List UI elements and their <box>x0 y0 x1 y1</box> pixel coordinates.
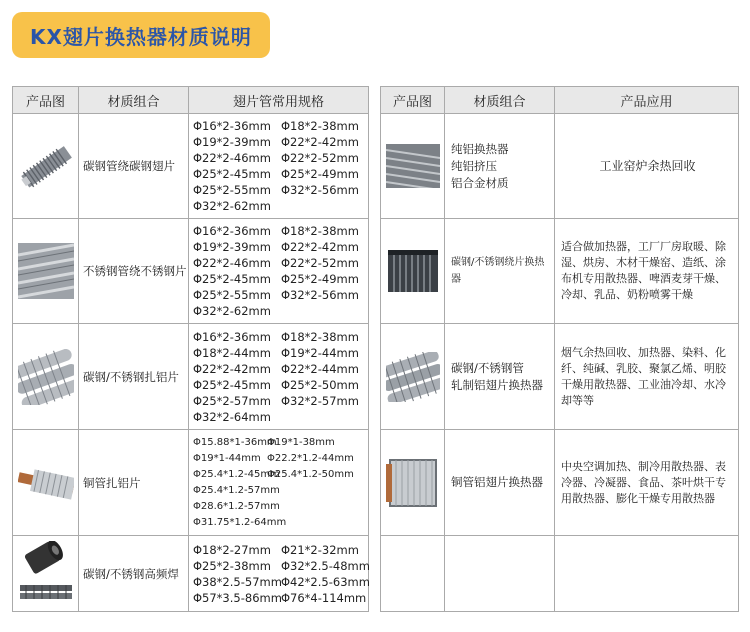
header-product-image: 产品图 <box>381 87 445 114</box>
table-row <box>13 536 369 612</box>
spec-cell: Φ16*2-36mm Φ18*2-38mm Φ19*2-39mm Φ22*2-42mm Φ22*2-46mm Φ22*2-52mm Φ25*2-45mm Φ25*2-49mm Φ25*2-55mm Φ32*2-56mm Φ32*2-62mm <box>189 219 369 324</box>
header-product-image: 产品图 <box>13 87 79 114</box>
product-image-cell <box>13 114 79 219</box>
table-row <box>381 536 739 612</box>
material-cell: 碳钢管绕碳钢翅片 <box>79 114 189 219</box>
table-row <box>13 114 369 219</box>
table-row <box>13 430 369 536</box>
product-image-cell <box>13 430 79 536</box>
header-material: 材质组合 <box>79 87 189 114</box>
page-title-badge <box>12 12 270 58</box>
table-row <box>381 324 739 430</box>
product-image-cell <box>381 114 445 219</box>
material-cell: 纯铝换热器 纯铝挤压 铝合金材质 <box>445 114 555 219</box>
material-cell: 铜管铝翅片换热器 <box>445 430 555 536</box>
finned-tube-image <box>18 136 74 196</box>
product-image-cell <box>381 219 445 324</box>
material-spec-table <box>12 86 369 612</box>
page-title: KX翅片换热器材质说明 <box>30 24 252 49</box>
material-cell: 不锈钢管绕不锈钢片 <box>79 219 189 324</box>
material-cell: 碳钢/不锈钢扎铝片 <box>79 324 189 430</box>
application-cell: 工业窑炉余热回收 <box>555 114 739 219</box>
application-cell: 烟气余热回收、加热器、染料、化纤、纯碱、乳胶、聚氯乙烯、明胶干燥用散热器、工业油冷却、水冷却等等 <box>555 324 739 430</box>
wound-fin-exchanger-image <box>386 246 440 296</box>
table-row <box>381 114 739 219</box>
empty-cell <box>555 536 739 612</box>
material-cell: 铜管扎铝片 <box>79 430 189 536</box>
application-table <box>380 86 739 612</box>
table-row <box>381 219 739 324</box>
material-cell: 碳钢/不锈钢高频焊 <box>79 536 189 612</box>
product-image-cell <box>13 219 79 324</box>
empty-cell <box>381 536 445 612</box>
table-header-row <box>381 87 739 114</box>
header-application: 产品应用 <box>555 87 739 114</box>
stainless-finned-tubes-image <box>18 243 74 299</box>
copper-tube-image <box>18 458 74 508</box>
material-cell: 碳钢/不锈钢绕片换热器 <box>445 219 555 324</box>
table-header-row <box>13 87 369 114</box>
header-fin-spec: 翅片管常用规格 <box>189 87 369 114</box>
table-row <box>13 324 369 430</box>
hf-welded-fin-image <box>18 541 74 607</box>
material-cell: 碳钢/不锈钢管 轧制铝翅片换热器 <box>445 324 555 430</box>
application-cell: 中央空调加热、制冷用散热器、表冷器、冷凝器、食品、茶叶烘干专用散热器、膨化干燥专用散热器 <box>555 430 739 536</box>
product-image-cell <box>13 324 79 430</box>
empty-cell <box>445 536 555 612</box>
product-image-cell <box>381 430 445 536</box>
table-row <box>381 430 739 536</box>
spec-cell: Φ16*2-36mm Φ18*2-38mm Φ19*2-39mm Φ22*2-42mm Φ22*2-46mm Φ22*2-52mm Φ25*2-45mm Φ25*2-49mm Φ25*2-55mm Φ32*2-56mm Φ32*2-62mm <box>189 114 369 219</box>
rolled-fin-exchanger-image <box>386 352 440 402</box>
spec-cell: Φ18*2-27mm Φ21*2-32mm Φ25*2-38mm Φ32*2.5-48mm Φ38*2.5-57mmΦ42*2.5-63mm Φ57*3.5-86mmΦ76*4-114mm <box>189 536 369 612</box>
product-image-cell <box>13 536 79 612</box>
aluminum-extruded-tubes-image <box>386 144 440 188</box>
aluminum-fin-tubes-image <box>18 349 74 405</box>
spec-cell: Φ15.88*1-36mmΦ19*1-38mm Φ19*1-44mm Φ22.2*1.2-44mm Φ25.4*1.2-45mmΦ25.4*1.2-50mm Φ25.4*1.2-57mm Φ28.6*1.2-57mm Φ31.75*1.2-64mm <box>189 430 369 536</box>
header-material: 材质组合 <box>445 87 555 114</box>
application-cell: 适合做加热器，工厂厂房取暖、除湿、烘房、木材干燥窑、造纸、涂布机专用散热器、啤酒麦芽干燥、冷却、乳品、奶粉喷雾干燥 <box>555 219 739 324</box>
copper-aluminum-exchanger-image <box>386 456 440 510</box>
table-row <box>13 219 369 324</box>
product-image-cell <box>381 324 445 430</box>
spec-cell: Φ16*2-36mm Φ18*2-38mm Φ18*2-44mm Φ19*2-44mm Φ22*2-42mm Φ22*2-44mm Φ25*2-45mm Φ25*2-50mm Φ25*2-57mm Φ32*2-57mm Φ32*2-64mm <box>189 324 369 430</box>
